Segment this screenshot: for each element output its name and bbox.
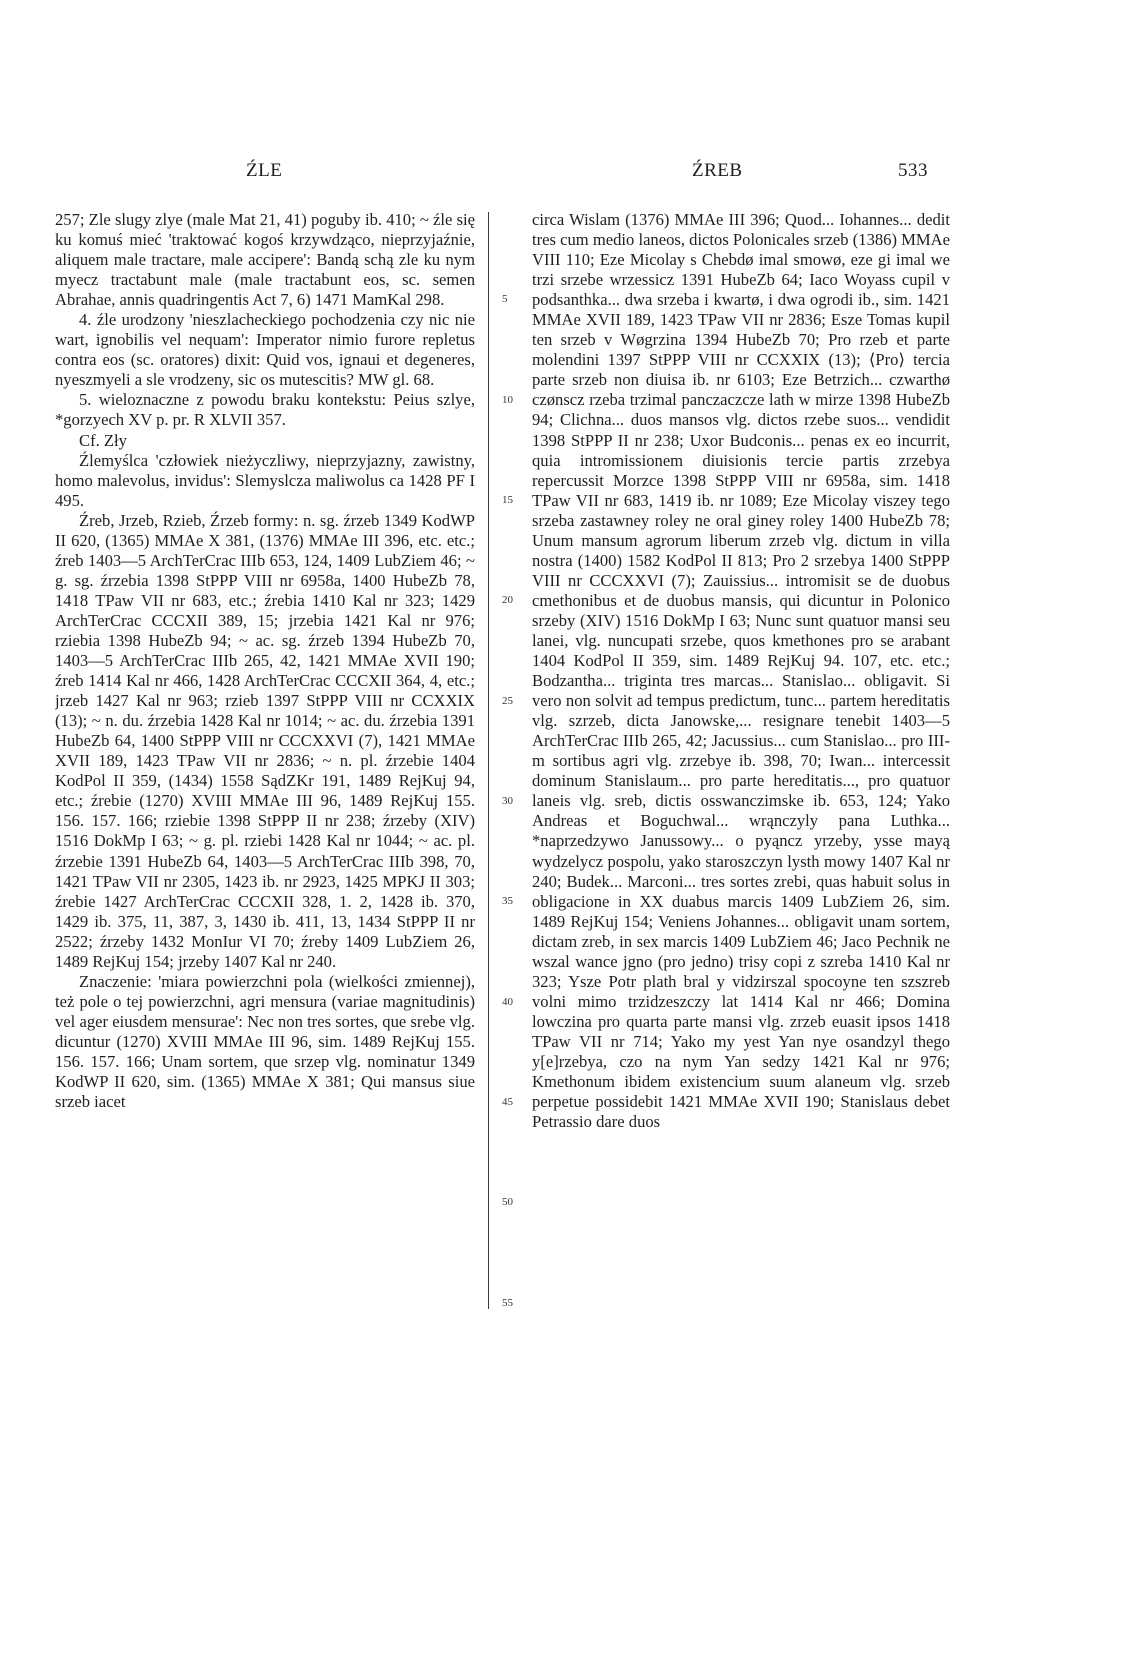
line-number: 20 [502,594,513,606]
running-head-left: ŹLE [246,160,283,181]
entry-zlemyslca: Źlemyślca 'człowiek nieżyczliwy, nieprzyjazny, zawistny, homo malevolus, invidus': Slemyslcza maliwolus ca 1428 PF I 495. [55,450,475,510]
line-number: 35 [502,895,513,907]
line-number: 45 [502,1096,513,1108]
entry-zreb-meaning: Znaczenie: 'miara powierzchni pola (wielkości zmiennej), też pole o tej powierzchni, agri mensura (variae magnitudinis) vel ager eiusdem mensurae': Nec non tres sortes, que srebe vlg. dicuntur (1270) XVIII MMAe III 96, sim. 1489 RejKuj 155. 156. 157. 166; Unam sortem, que srzep vlg. nominatur 1349 KodWP II 620, sim. (1365) MMAe X 381; Qui mansus siue srzeb iacet [55,971,475,1112]
line-number: 55 [502,1297,513,1309]
running-head-right: ŹREB [692,160,743,181]
paragraph: circa Wislam (1376) MMAe III 396; Quod... Iohannes... dedit tres cum medio laneos, dictos Polonicales srzeb (1386) MMAe VIII 110; Eze Micolay s Chebdø imal smowø, eze gi imal we trzi srzebe wrzessicz 1391 HubeZb 64; Iaco Woyass cupil v podsanthka... dwa srzeba i kwartø, i dwa ogrodi ib., sim. 1421 MMAe XVII 189, 1423 TPaw VII nr 2836; Esze Tomas kupil ten srzeb v Wøgrzina 1394 HubeZb 70; Pro rzeb et parte molendini 1397 StPPP VIII nr CCXXIX (13); ⟨Pro⟩ tercia parte srzeb non diuisa ib. nr 6103; Eze Betrzich... czwarthø czønscz rzeba trzimal panczaczcze lath w mirze 1398 HubeZb 94; Clichna... duos mansos vlg. dictos rzebe suos... vendidit 1398 StPPP II nr 238; Uxor Budconis... penas ex eo incurrit, quia intromissionem diuisionis tercie partis zrzebya repercussit Morzce 1398 StPPP VIII nr 6958a, sim. 1418 TPaw VII nr 683, 1419 ib. nr 1089; Eze Micolay viszey tego srzeba zastawney roley ne oral giney roley 1400 HubeZb 78; Unum mansum agrorum liberum zrzeb vlg. dictum in villa nostra (1400) 1582 KodPol II 813; Pro 2 srzebya 1400 StPPP VIII nr CCCXXVI (7); Zauissius... intromisit se de duobus cmethonibus et de duobus mansis, qui dicuntur in Polonico srzeby (XIV) 1516 DokMp I 63; Nunc sunt quatuor mansi seu lanei, vlg. nuncupati srzebe, quos kmethones pro se arabant 1404 KodPol II 359, sim. 1489 RejKuj 94. 107, etc. etc.; Bodzantha... triginta tres marcas... Stanislao... obligavit. Si vero non solvit ad tempus predictum, tunc... partem hereditatis vlg. szrzeb, dicta Janowske,... resignare tenebit 1403—5 ArchTerCrac IIIb 265, 42; Jacussius... cum Stanislao... pro III-m sortibus agri vlg. zrzebye ib. 398, 70; Iwan... intercessit dominum Stanislaum... pro parte hereditatis..., pro quatuor laneis vlg. sreb, dictis osswanczimske ib. 653, 124; Yako Andreas et Boguchwal... wrąnczyly pana Luthka... *naprzedzywo Janussowy... o pyąncz yrzeby, ysse mayą wydzelycz pospolu, yako staroszczyn lysth mowy 1407 Kal nr 240; Budek... Marconi... tres sortes zrebi, quas habuit solus in obligacione in XX duabus marcis 1409 LubZiem 26, sim. 1489 RejKuj 154; Veniens Johannes... obligavit unam sortem, dictam zreb, in sex marcis 1409 LubZiem 46; Jaco Pechnik ne wszal wance jgno (pro jedno) trisy copi z szreba 1410 Kal nr 323; Ysze Potr plath bral y vidzirszal spocoyne ten szszreb volni mimo trzidzeszczy lat 1414 Kal nr 466; Domina lowczina pro quarta parte mansi vlg. zrzeb euasit ipsos 1418 TPaw VII nr 714; Yako my yest Yan nye osandzyl thego y[e]rzebya, czo na nym Yan sedzy 1421 Kal nr 976; Kmethonum ibidem existencium suum alaneum vlg. srzeb perpetue possidebit 1421 MMAe XVII 190; Stanislaus debet Petrassio dare duos [532,210,950,1132]
column-divider [488,212,489,1309]
line-number: 25 [502,695,513,707]
paragraph: 257; Zle slugy zlye (male Mat 21, 41) poguby ib. 410; ~ źle się ku komuś mieć 'traktować kogoś krzywdząco, nieprzyjaźnie, aliquem male tractare, male accipere': Bandą schą zle ku nym myecz tractabunt male (male tractabunt eos, sc. semen Abrahae, annis quadringentis Act 7, 6) 1471 MamKal 298. [55,210,475,310]
left-column [55,210,475,1660]
line-number: 15 [502,494,513,506]
entry-zreb-forms: Źreb, Jrzeb, Rzieb, Źrzeb formy: n. sg. źrzeb 1349 KodWP II 620, (1365) MMAe X 381, (1376) MMAe III 396, etc. etc.; źreb 1403—5 ArchTerCrac IIIb 653, 124, 1409 LubZiem 46; ~ g. sg. źrzebia 1398 StPPP VIII nr 6958a, 1400 HubeZb 78, 1418 TPaw VII nr 683, etc.; źrebia 1410 Kal nr 323; 1429 ArchTerCrac CCCXII 389, 15; jrzebia 1421 Kal nr 976; rziebia 1398 HubeZb 94; ~ ac. sg. źrzeb 1394 HubeZb 70, 1403—5 ArchTerCrac IIIb 265, 42, 1421 MMAe XVII 190; źreb 1414 Kal nr 466, 1428 ArchTerCrac CCCXII 364, 4, etc.; jrzeb 1427 Kal nr 963; rzieb 1397 StPPP VIII nr CCXXIX (13); ~ n. du. źrzebia 1428 Kal nr 1014; ~ ac. du. źrzebia 1391 HubeZb 64, 1400 StPPP VIII nr CCCXXVI (7), 1421 MMAe XVII 189, 1423 TPaw VII nr 2836; ~ n. pl. źrzebie 1404 KodPol II 359, (1434) 1558 SądZKr 191, 1489 RejKuj 94, etc.; źrebie (1270) XVIII MMAe III 96, 1489 RejKuj 155. 156. 157. 166; rziebie 1398 StPPP II nr 238; źrzeby (XIV) 1516 DokMp I 63; ~ g. pl. rziebi 1428 Kal nr 1044; ~ ac. pl. źrzebie 1391 HubeZb 64, 1403—5 ArchTerCrac IIIb 398, 70, 1421 TPaw VII nr 2305, 1423 ib. nr 2923, 1425 MPKJ II 303; źrebie 1427 ArchTerCrac CCCXII 328, 1. 2, 1428 ib. 370, 1429 ib. 375, 11, 387, 3, 1430 ib. 411, 13, 1434 StPPP II nr 2522; źrzeby 1432 MonIur VI 70; źreby 1409 LubZiem 26, 1489 RejKuj 154; jrzeby 1407 Kal nr 240. [55,510,475,971]
line-number: 50 [502,1196,513,1208]
line-number: 40 [502,996,513,1008]
paragraph: 5. wieloznaczne z powodu braku kontekstu: Peius szlye, *gorzyech XV p. pr. R XLVII 357. [55,390,475,430]
line-number: 5 [502,293,508,305]
line-number: 10 [502,394,513,406]
page-number: 533 [898,160,928,181]
paragraph: Cf. Zły [79,430,127,450]
paragraph: 4. źle urodzony 'nieszlacheckiego pochodzenia czy nic nie wart, ignobilis vel nequam': Imperator nimio furore repletus contra eos (sc. oratores) dixit: Quid vos, ignaui et degeneres, nyeszmyeli a sle vrodzeny, sic os mutescitis? MW gl. 68. [55,310,475,390]
line-number: 30 [502,795,513,807]
right-column [532,210,950,1660]
